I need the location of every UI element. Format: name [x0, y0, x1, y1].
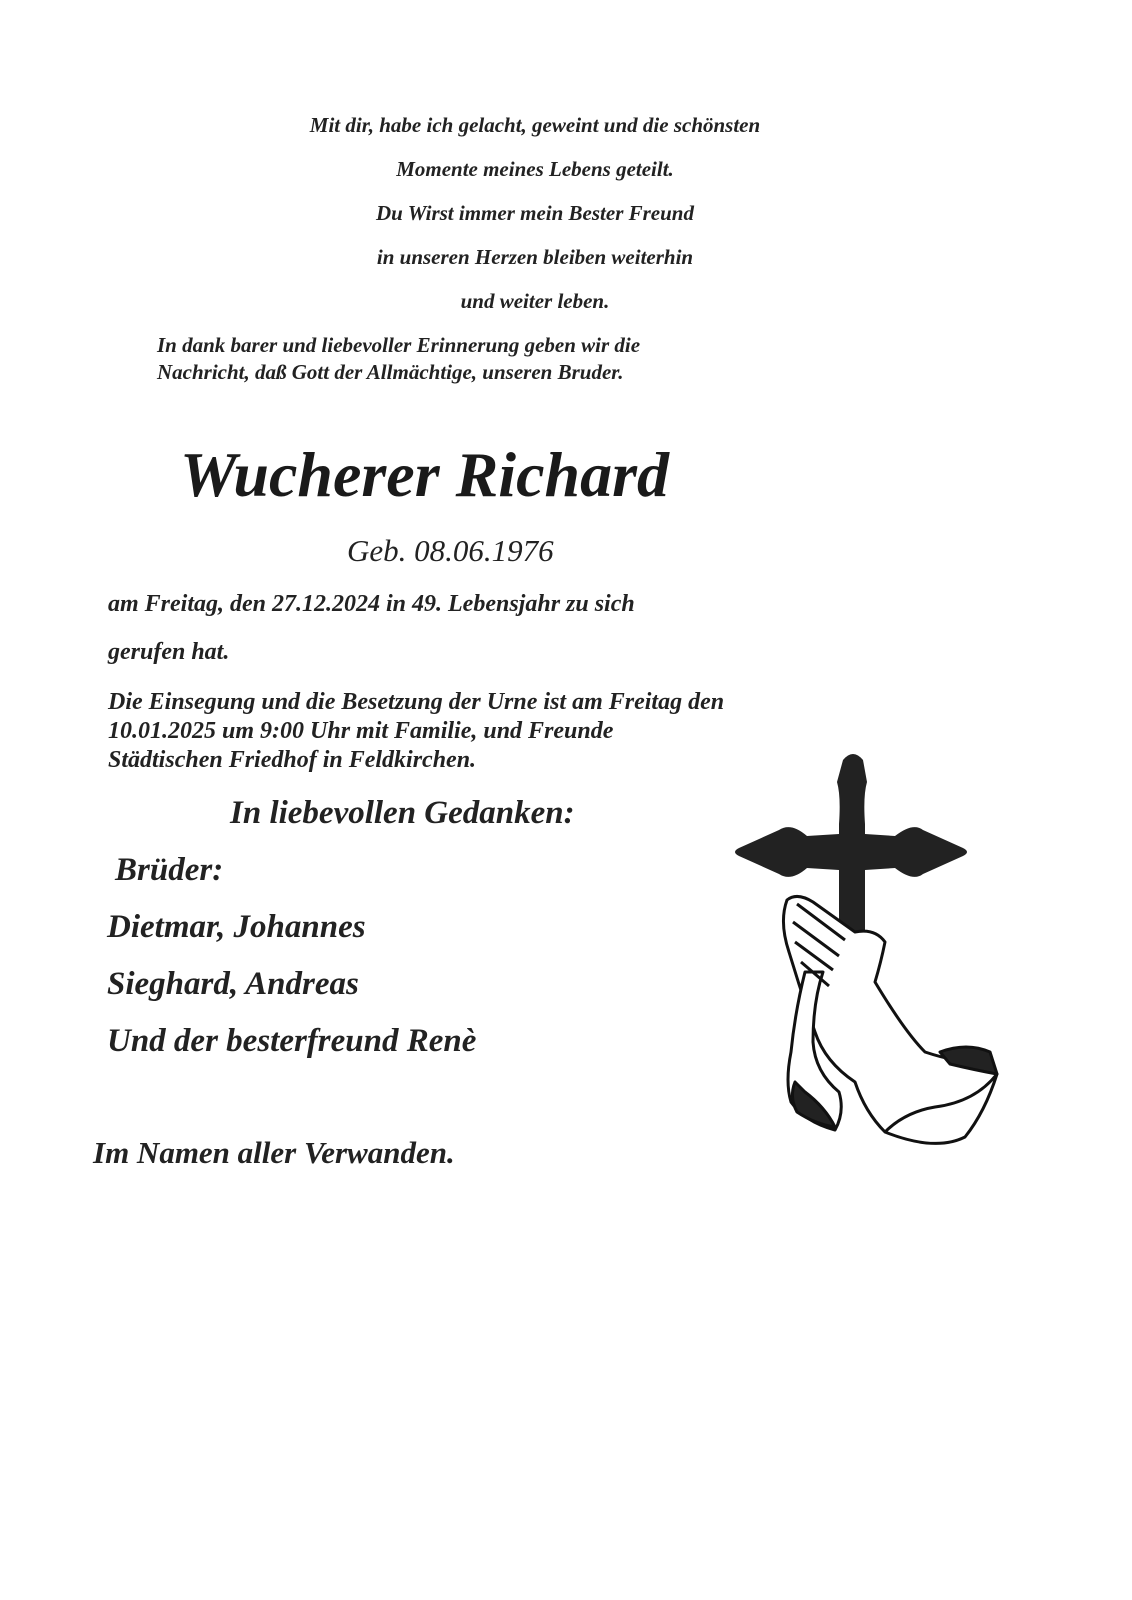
poem-line-5: und weiter leben. — [460, 289, 610, 313]
ceremony-line-3: Städtischen Friedhof in Feldkirchen. — [108, 747, 477, 773]
poem-line-4: in unseren Herzen bleiben weiterhin — [376, 245, 694, 269]
poem-line-3: Du Wirst immer mein Bester Freund — [376, 201, 694, 225]
brothers-label: Brüder: — [115, 852, 224, 888]
death-line-1: am Freitag, den 27.12.2024 in 49. Lebensjahr zu sich — [108, 591, 635, 617]
mourner-line-3: Und der besterfreund Renè — [107, 1023, 477, 1059]
death-line-2: gerufen hat. — [108, 639, 230, 665]
closing-line: Im Namen aller Verwanden. — [93, 1135, 455, 1170]
poem-line-1: Mit dir, habe ich gelacht, geweint und die schönsten — [309, 113, 761, 137]
cross-praying-hands-icon — [735, 752, 1025, 1172]
mourners-heading: In liebevollen Gedanken: — [230, 795, 575, 831]
cross-icon — [735, 754, 967, 952]
ceremony-line-1: Die Einsegung und die Besetzung der Urne ist am Freitag den — [108, 689, 725, 715]
deceased-name: Wucherer Richard — [180, 439, 669, 510]
birth-date: Geb. 08.06.1976 — [347, 533, 554, 568]
intro-line-2: Nachricht, daß Gott der Allmächtige, unseren Bruder. — [157, 360, 624, 384]
mourner-line-1: Dietmar, Johannes — [107, 909, 366, 945]
poem-line-2: Momente meines Lebens geteilt. — [396, 157, 674, 181]
intro-line-1: In dank barer und liebevoller Erinnerung geben wir die — [157, 333, 641, 357]
praying-hands-icon — [783, 896, 997, 1143]
ceremony-line-2: 10.01.2025 um 9:00 Uhr mit Familie, und Freunde — [108, 718, 614, 744]
mourner-line-2: Sieghard, Andreas — [107, 966, 359, 1002]
